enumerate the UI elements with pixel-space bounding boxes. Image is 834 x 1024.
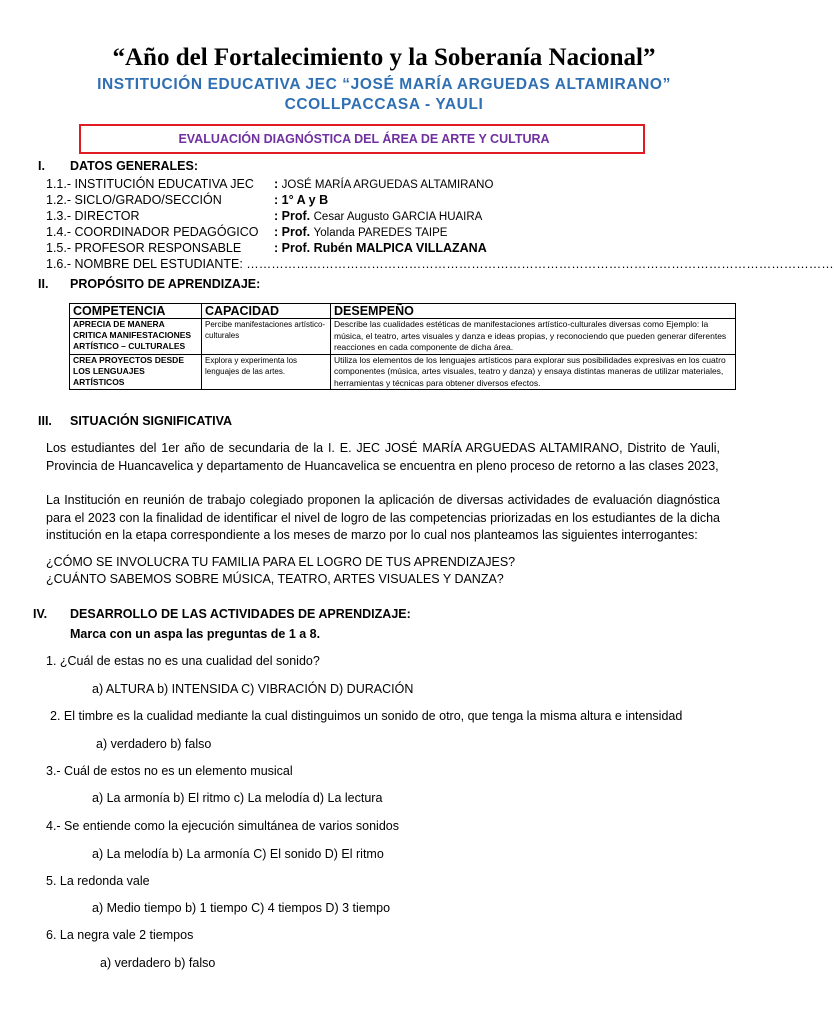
data-value-teacher: : Prof. Rubén MALPICA VILLAZANA: [274, 241, 487, 255]
table-row: [70, 354, 736, 390]
section-4-number: IV.: [33, 607, 48, 621]
data-value-institution: : JOSÉ MARÍA ARGUEDAS ALTAMIRANO: [274, 177, 494, 191]
question-5-text: 5. La redonda vale: [46, 874, 150, 888]
header-competencia: COMPETENCIA: [70, 304, 202, 319]
question-2-text: 2. El timbre es la cualidad mediante la cual distinguimos un sonido de otro, que tenga la misma altura e intensidad: [50, 709, 683, 723]
section-3-title: SITUACIÓN SIGNIFICATIVA: [70, 414, 233, 428]
student-name-line[interactable]: 1.6.- NOMBRE DEL ESTUDIANTE: ……………………………………………………………………………………………………………………………: [46, 257, 834, 271]
question-1-text: 1. ¿Cuál de estas no es una cualidad del sonido?: [46, 654, 320, 668]
section-2-title: PROPÓSITO DE APRENDIZAJE:: [70, 277, 261, 291]
evaluation-title: EVALUACIÓN DIAGNÓSTICA DEL ÁREA DE ARTE Y CULTURA: [178, 132, 550, 146]
question-6-options[interactable]: a) verdadero b) falso: [100, 956, 216, 970]
section-3-number: III.: [38, 414, 52, 428]
institution-location: CCOLLPACCASA - YAULI: [284, 96, 484, 113]
year-title: “Año del Fortalecimiento y la Soberanía Nacional”: [112, 44, 656, 71]
data-label-coordinator: 1.4.- COORDINADOR PEDAGÓGICO: [46, 225, 259, 239]
question-2-options[interactable]: a) verdadero b) falso: [96, 737, 212, 751]
cell-competencia: APRECIA DE MANERA CRITICA MANIFESTACIONES ARTÍSTICO – CULTURALES: [70, 319, 202, 355]
section-1-title: DATOS GENERALES:: [70, 159, 199, 173]
section-2-number: II.: [38, 277, 49, 291]
cell-desempeno: Describe las cualidades estéticas de manifestaciones artístico-culturales diversas como Ejemplo: la música, el teatro, artes visuales y danza e ideas propias, y reconociendo que pueden generar diferentes reacciones en cada componente de dicha área.: [331, 319, 736, 355]
data-value-director: : Prof. Cesar Augusto GARCIA HUAIRA: [274, 209, 483, 223]
question-1-options[interactable]: a) ALTURA b) INTENSIDA C) VIBRACIÓN D) DURACIÓN: [92, 682, 414, 696]
section-4-instruction: Marca con un aspa las preguntas de 1 a 8.: [70, 627, 321, 641]
data-label-director: 1.3.- DIRECTOR: [46, 209, 140, 223]
cell-capacidad: Explora y experimenta los lenguajes de las artes.: [202, 354, 331, 390]
data-label-institution: 1.1.- INSTITUCIÓN EDUCATIVA JEC: [46, 177, 254, 191]
cell-desempeno: Utiliza los elementos de los lenguajes artísticos para explorar sus posibilidades expresivas en los cuatro componentes (música, artes visuales, teatro y danza) y ensaya distintas maneras de utilizar materiales, herramientas y técnicas para obtener diversos efectos.: [331, 354, 736, 390]
question-5-options[interactable]: a) Medio tiempo b) 1 tiempo C) 4 tiempos D) 3 tiempo: [92, 901, 391, 915]
table-row: [70, 319, 736, 355]
question-6-text: 6. La negra vale 2 tiempos: [46, 928, 194, 942]
header-desempeno: DESEMPEÑO: [331, 304, 736, 319]
evaluation-title-box: [79, 124, 645, 154]
data-value-grade: : 1° A y B: [274, 193, 329, 207]
question-3-text: 3.- Cuál de estos no es un elemento musical: [46, 764, 293, 778]
situation-paragraph-1: Los estudiantes del 1er año de secundaria de la I. E. JEC JOSÉ MARÍA ARGUEDAS ALTAMIRANO, Distrito de Yauli, Provincia de Huancavelica y departamento de Huancavelica se encuentra en pleno proceso de retorno a las clases 2023,: [46, 441, 720, 473]
situation-paragraph-2: La Institución en reunión de trabajo colegiado proponen la aplicación de diversas actividades de evaluación diagnóstica para el 2023 con la finalidad de identificar el nivel de logro de las competencias priorizadas en los estudiantes de la dicha institución en la etapa correspondiente a los meses de marzo por lo cual nos planteamos las siguientes interrogantes:: [46, 493, 720, 542]
question-4-text: 4.- Se entiende como la ejecución simultánea de varios sonidos: [46, 819, 399, 833]
question-4-options[interactable]: a) La melodía b) La armonía C) El sonido D) El ritmo: [92, 847, 384, 861]
institution-name: INSTITUCIÓN EDUCATIVA JEC “JOSÉ MARÍA ARGUEDAS ALTAMIRANO”: [97, 76, 671, 93]
learning-purpose-table: [69, 303, 736, 390]
data-label-teacher: 1.5.- PROFESOR RESPONSABLE: [46, 241, 242, 255]
situation-question-2: ¿CUÁNTO SABEMOS SOBRE MÚSICA, TEATRO, ARTES VISUALES Y DANZA?: [46, 572, 504, 586]
section-1-number: I.: [38, 159, 45, 173]
question-3-options[interactable]: a) La armonía b) El ritmo c) La melodía d) La lectura: [92, 791, 383, 805]
header-capacidad: CAPACIDAD: [202, 304, 331, 319]
cell-competencia: CREA PROYECTOS DESDE LOS LENGUAJES ARTÍSTICOS: [70, 354, 202, 390]
situation-question-1: ¿CÓMO SE INVOLUCRA TU FAMILIA PARA EL LOGRO DE TUS APRENDIZAJES?: [46, 555, 516, 569]
section-4-title: DESARROLLO DE LAS ACTIVIDADES DE APRENDIZAJE:: [70, 607, 411, 621]
data-value-coordinator: : Prof. Yolanda PAREDES TAIPE: [274, 225, 448, 239]
cell-capacidad: Percibe manifestaciones artístico-culturales: [202, 319, 331, 355]
table-header-row: [70, 304, 736, 319]
data-label-grade: 1.2.- SICLO/GRADO/SECCIÓN: [46, 193, 222, 207]
